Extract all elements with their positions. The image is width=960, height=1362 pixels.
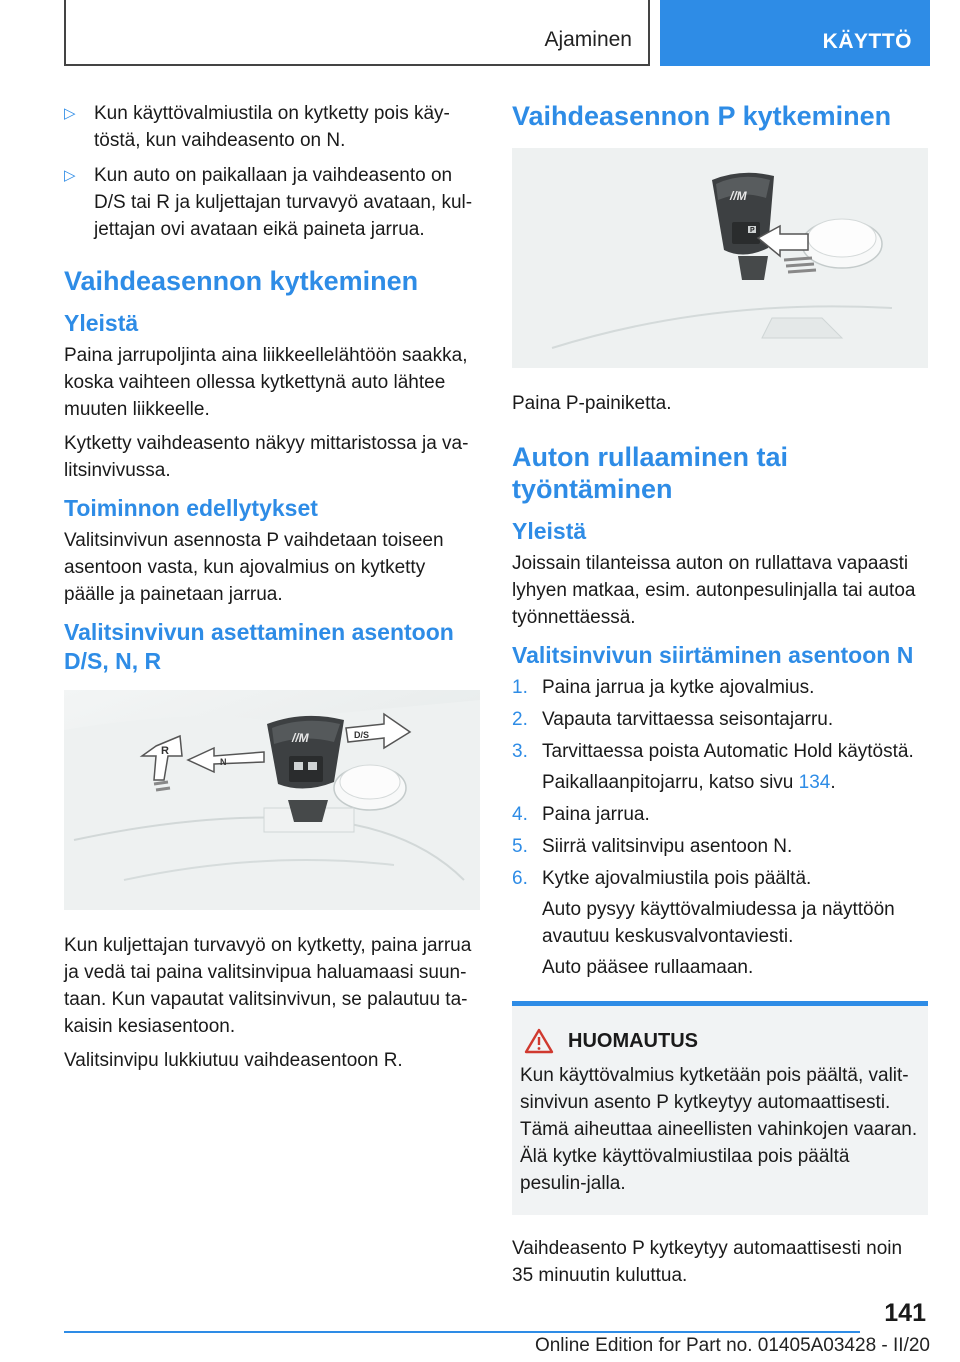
step-text: Tarvittaessa poista Automatic Hold käytöstä. xyxy=(542,741,914,762)
step-number: 3. xyxy=(512,741,528,762)
notice-box xyxy=(512,1001,928,1215)
footer-divider xyxy=(64,1331,860,1333)
paragraph: Vaihdeasento P kytkeytyy automaattisesti noin 35 minuutin kuluttua. xyxy=(512,1238,903,1286)
subheading-selector-neutral: Valitsinvivun siirtäminen asentoon N xyxy=(512,642,914,668)
triangle-bullet-icon: ▷ xyxy=(64,167,76,184)
paragraph: Kytketty vaihdeasento näkyy mittaristossa ja va-litsinvivussa. xyxy=(64,433,469,481)
step-item xyxy=(512,865,928,981)
paragraph: Paina jarrupoljinta aina liikkeellelähtöön saakka, koska vaihteen ollessa kytkettynä auto lähtee muuten liikkeelle. xyxy=(64,345,468,420)
step-note: Auto pysyy käyttövalmiudessa ja näyttöön avautuu keskusvalvontaviesti. xyxy=(542,899,895,947)
header-chapter-tab xyxy=(660,0,930,66)
section-heading-park: Vaihdeasennon P kytkeminen xyxy=(512,101,892,131)
m-logo-label: //M xyxy=(292,731,309,745)
step-text: Paina jarrua. xyxy=(542,804,650,825)
step-item xyxy=(512,706,928,733)
paragraph: Valitsinvivun asennosta P vaihdetaan toiseen asentoon vasta, kun ajovalmius on kytketty päälle ja painetaan jarrua. xyxy=(64,530,444,605)
page-header xyxy=(64,0,930,66)
bullet-text: Kun käyttövalmiustila on kytketty pois käy-töstä, kun vaihdeasento on N. xyxy=(94,103,450,151)
step-note: Auto pääsee rullaamaan. xyxy=(542,957,754,978)
step-item xyxy=(512,833,928,860)
figure-caption: Paina P-painiketta. xyxy=(512,393,672,414)
section-heading-gear-engage: Vaihdeasennon kytkeminen xyxy=(64,266,419,296)
header-section-title: Ajaminen xyxy=(544,28,632,51)
park-button-illustration xyxy=(512,148,928,368)
page-reference-link[interactable]: 134 xyxy=(798,772,831,793)
gear-selector-drawing xyxy=(64,690,480,910)
left-column xyxy=(64,100,480,1081)
header-chapter-label: KÄYTTÖ xyxy=(822,30,912,53)
step-text: Kytke ajovalmiustila pois päältä. xyxy=(542,868,812,889)
paragraph: Valitsinvipu lukkiutuu vaihdeasentoon R. xyxy=(64,1050,403,1071)
step-number: 2. xyxy=(512,709,528,730)
step-text: Vapauta tarvittaessa seisontajarru. xyxy=(542,709,834,730)
notice-text: Kun käyttövalmius kytketään pois päältä, valit-sinvivun asento P kytkeytyy automaattisesti. Tämä aiheuttaa aineellisten vahinkojen vaaran. Älä kytke käyttövalmiustilaa pois päältä pesulin-jalla. xyxy=(520,1065,918,1194)
notice-header xyxy=(520,1028,920,1054)
header-box xyxy=(64,0,650,66)
paragraph: Joissain tilanteissa auton on rullattava vapaasti lyhyen matkaa, esim. autonpesulinjalla tai autoa työnnettäessä. xyxy=(512,553,916,628)
gear-selector-illustration xyxy=(64,690,480,910)
subheading-selector-set: Valitsinvivun asettaminen asentoon D/S, N, R xyxy=(64,619,454,674)
park-button-drawing xyxy=(512,148,928,368)
step-note-end: . xyxy=(830,772,836,793)
step-note xyxy=(542,769,928,796)
drive-sport-label: D/S xyxy=(354,730,370,740)
step-text: Paina jarrua ja kytke ajovalmius. xyxy=(542,677,815,698)
page-number: 141 xyxy=(884,1299,926,1327)
step-number: 6. xyxy=(512,868,528,889)
subheading-general: Yleistä xyxy=(64,310,139,336)
paragraph: Kun kuljettajan turvavyö on kytketty, paina jarrua ja vedä tai paina valitsinvipua haluamaasi suun-taan. Kun vapautat valitsinvivun, se palautuu ta-kaisin kesiasentoon. xyxy=(64,935,472,1037)
subheading-conditions: Toiminnon edellytykset xyxy=(64,495,318,521)
step-text: Siirrä valitsinvipu asentoon N. xyxy=(542,836,793,857)
triangle-bullet-icon: ▷ xyxy=(64,105,76,122)
step-number: 1. xyxy=(512,677,528,698)
step-number: 5. xyxy=(512,836,528,857)
step-item xyxy=(512,674,928,701)
steps-list xyxy=(512,674,928,981)
right-column xyxy=(512,100,928,1296)
reverse-label: R xyxy=(161,745,169,757)
footer-edition: Online Edition for Part no. 01405A03428 - II/20 xyxy=(534,1335,930,1356)
bullet-item xyxy=(64,100,480,154)
park-label: P xyxy=(750,227,755,234)
step-note-text: Paikallaanpitojarru, katso sivu xyxy=(542,772,799,793)
neutral-label: N xyxy=(220,757,227,767)
step-number: 4. xyxy=(512,804,528,825)
step-item xyxy=(512,738,928,796)
bullet-item xyxy=(64,162,480,243)
section-heading-rolling: Auton rullaaminen tai työntäminen xyxy=(512,442,789,504)
warning-triangle-icon xyxy=(524,1028,554,1054)
notice-title: HUOMAUTUS xyxy=(568,1029,698,1052)
bullet-text: Kun auto on paikallaan ja vaihdeasento on D/S tai R ja kuljettajan turvavyö avataan, kul-jettajan ovi avataan eikä paineta jarrua. xyxy=(94,165,473,240)
m-logo-label: //M xyxy=(730,189,747,203)
subheading-general: Yleistä xyxy=(512,518,587,544)
step-item xyxy=(512,801,928,828)
